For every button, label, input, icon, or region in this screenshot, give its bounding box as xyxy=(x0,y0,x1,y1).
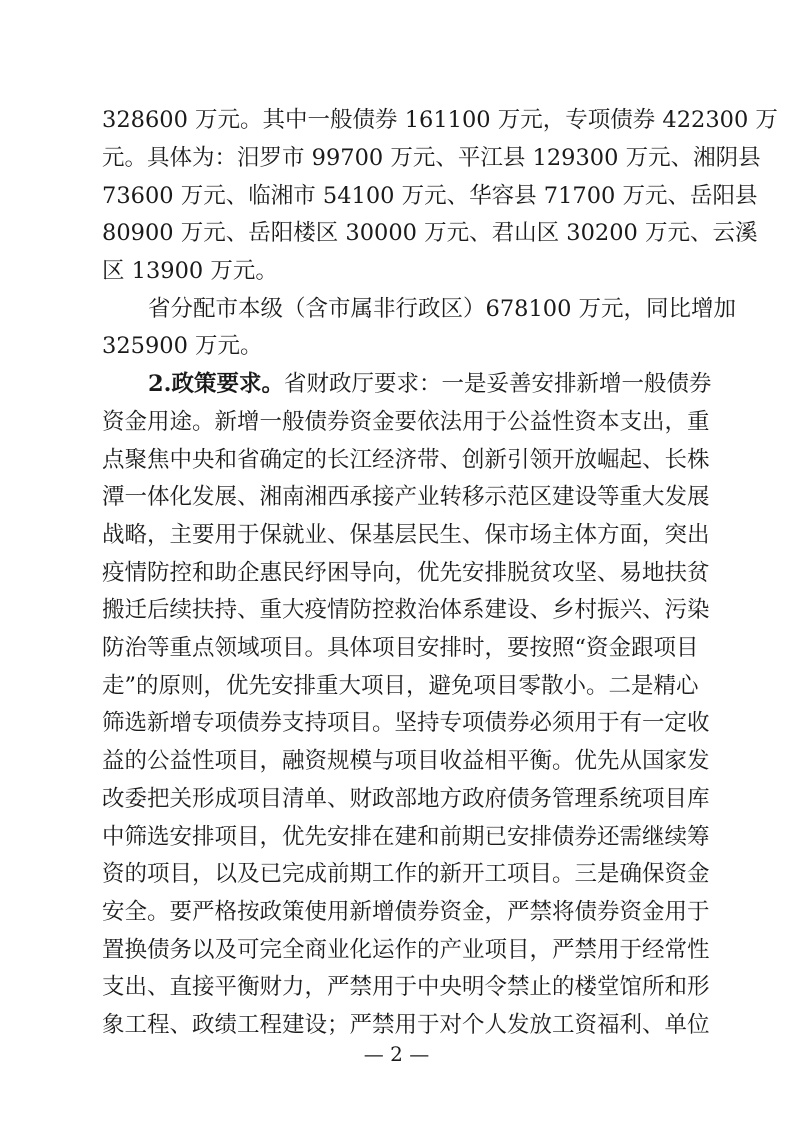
section-heading-text: 省财政厅要求：一是妥善安排新增一般债券 xyxy=(284,371,712,397)
section-heading-line xyxy=(148,371,712,397)
body-line: 战略，主要用于保就业、保基层民生、保市场主体方面，突出 xyxy=(102,522,710,548)
body-line: 点聚焦中央和省确定的长江经济带、创新引领开放崛起、长株 xyxy=(102,447,710,473)
section-heading: 2.政策要求。 xyxy=(148,371,284,397)
body-line: 潭一体化发展、湘南湘西承接产业转移示范区建设等重大发展 xyxy=(102,484,710,510)
body-line: 资的项目，以及已完成前期工作的新开工项目。三是确保资金 xyxy=(102,861,710,887)
body-line: 安全。要严格按政策使用新增债券资金，严禁将债券资金用于 xyxy=(102,899,710,925)
body-line: 省分配市本级（含市属非行政区）678100 万元，同比增加 xyxy=(148,296,737,322)
body-line: 80900 万元、岳阳楼区 30000 万元、君山区 30200 万元、云溪 xyxy=(102,220,758,246)
page-number: — 2 — xyxy=(363,1042,430,1066)
body-line: 益的公益性项目，融资规模与项目收益相平衡。优先从国家发 xyxy=(102,748,710,774)
body-line: 置换债务以及可完全商业化运作的产业项目，严禁用于经常性 xyxy=(102,937,710,963)
body-line: 防治等重点领域项目。具体项目安排时，要按照“资金跟项目 xyxy=(102,635,699,661)
body-line: 中筛选安排项目，优先安排在建和前期已安排债券还需继续筹 xyxy=(102,824,710,850)
body-line: 走”的原则，优先安排重大项目，避免项目零散小。二是精心 xyxy=(102,673,699,699)
body-line: 328600 万元。其中一般债券 161100 万元，专项债券 422300 万 xyxy=(102,107,778,133)
body-line: 搬迁后续扶持、重大疫情防控救治体系建设、乡村振兴、污染 xyxy=(102,597,710,623)
body-line: 支出、直接平衡财力，严禁用于中央明令禁止的楼堂馆所和形 xyxy=(102,974,710,1000)
body-line: 疫情防控和助企惠民纾困导向，优先安排脱贫攻坚、易地扶贫 xyxy=(102,560,710,586)
body-line: 象工程、政绩工程建设；严禁用于对个人发放工资福利、单位 xyxy=(102,1012,710,1038)
body-line: 改委把关形成项目清单、财政部地方政府债务管理系统项目库 xyxy=(102,786,710,812)
body-line: 元。具体为：汨罗市 99700 万元、平江县 129300 万元、湘阴县 xyxy=(102,145,761,171)
body-line: 区 13900 万元。 xyxy=(102,258,278,284)
body-line: 325900 万元。 xyxy=(102,333,263,359)
body-line: 筛选新增专项债券支持项目。坚持专项债券必须用于有一定收 xyxy=(102,710,710,736)
body-line: 资金用途。新增一般债券资金要依法用于公益性资本支出，重 xyxy=(102,409,710,435)
body-line: 73600 万元、临湘市 54100 万元、华容县 71700 万元、岳阳县 xyxy=(102,183,758,209)
